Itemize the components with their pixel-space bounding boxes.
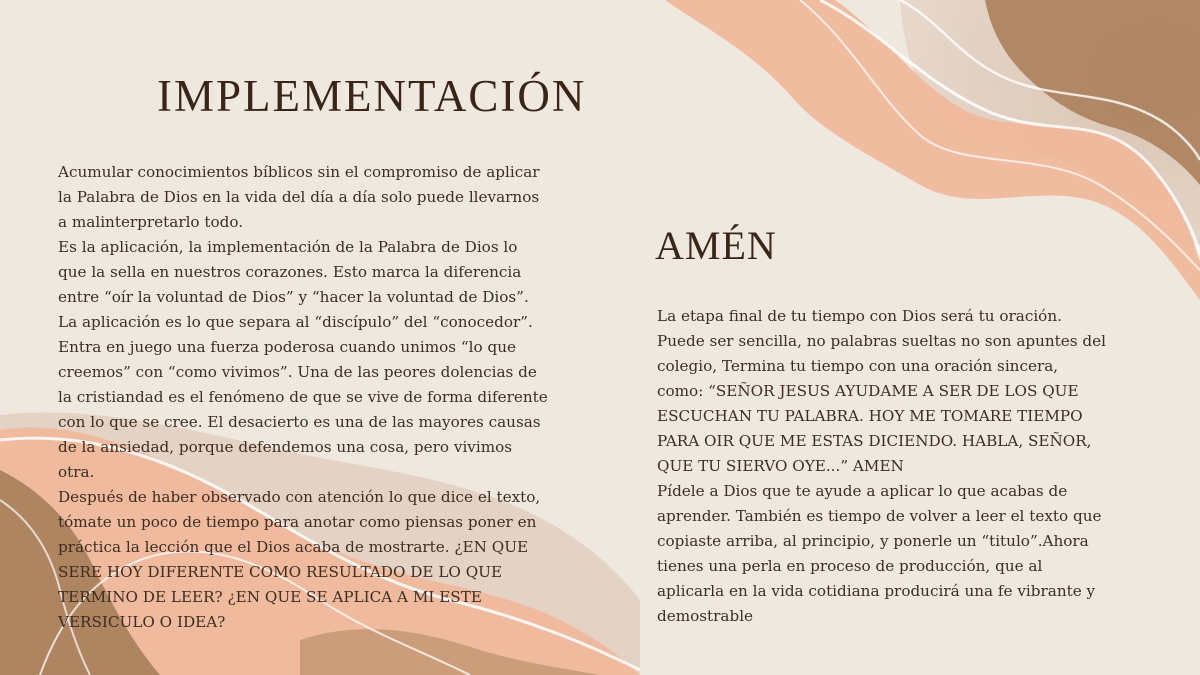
amen-title: AMÉN — [655, 223, 777, 268]
amen-body-text: La etapa final de tu tiempo con Dios será tu oración. Puede ser sencilla, no palabras sueltas no son apuntes del colegio, Termina tu tiempo con una oración sincera, como: “SEÑOR JESUS AYUDAME A SER DE LOS QUE ESCUCHAN TU PALABRA. HOY ME TOMARE TIEMPO PARA OIR QUE ME ESTAS DICIENDO. HABLA, SEÑOR, QUE TU SIERVO OYE...” AMEN Pídele a Dios que te ayude a aplicar lo que acabas de aprender. También es tiempo de volver a leer el texto que copiaste arriba, al principio, y ponerle un “titulo”.Ahora tienes una perla en proceso de producción, que al aplicarla en la vida cotidiana producirá una fe vibrante y demostrable — [657, 307, 1106, 625]
implementation-title: IMPLEMENTACIÓN — [157, 71, 587, 121]
implementation-body-text: Acumular conocimientos bíblicos sin el compromiso de aplicar la Palabra de Dios en la vida del día a día solo puede llevarnos a malinterpretarlo todo. Es la aplicación, la implementación de la Palabra de Dios lo que la sella en nuestros corazones. Esto marca la diferencia entre “oír la voluntad de Dios” y “hacer la voluntad de Dios”. La aplicación es lo que separa al “discípulo” del “conocedor”. Entra en juego una fuerza poderosa cuando unimos “lo que creemos” con “como vivimos”. Una de las peores dolencias de la cristiandad es el fenómeno de que se vive de forma diferente con lo que se cree. El desacierto es una de las mayores causas de la ansiedad, porque defendemos una cosa, pero vivimos otra. Después de haber observado con atención lo que dice el texto, tómate un poco de tiempo para anotar como piensas poner en práctica la lección que el Dios acaba de mostrarte. ¿EN QUE SERE HOY DIFERENTE COMO RESULTADO DE LO QUE TERMINO DE LEER? ¿EN QUE SE APLICA A MI ESTE VERSICULO O IDEA? — [58, 163, 548, 631]
